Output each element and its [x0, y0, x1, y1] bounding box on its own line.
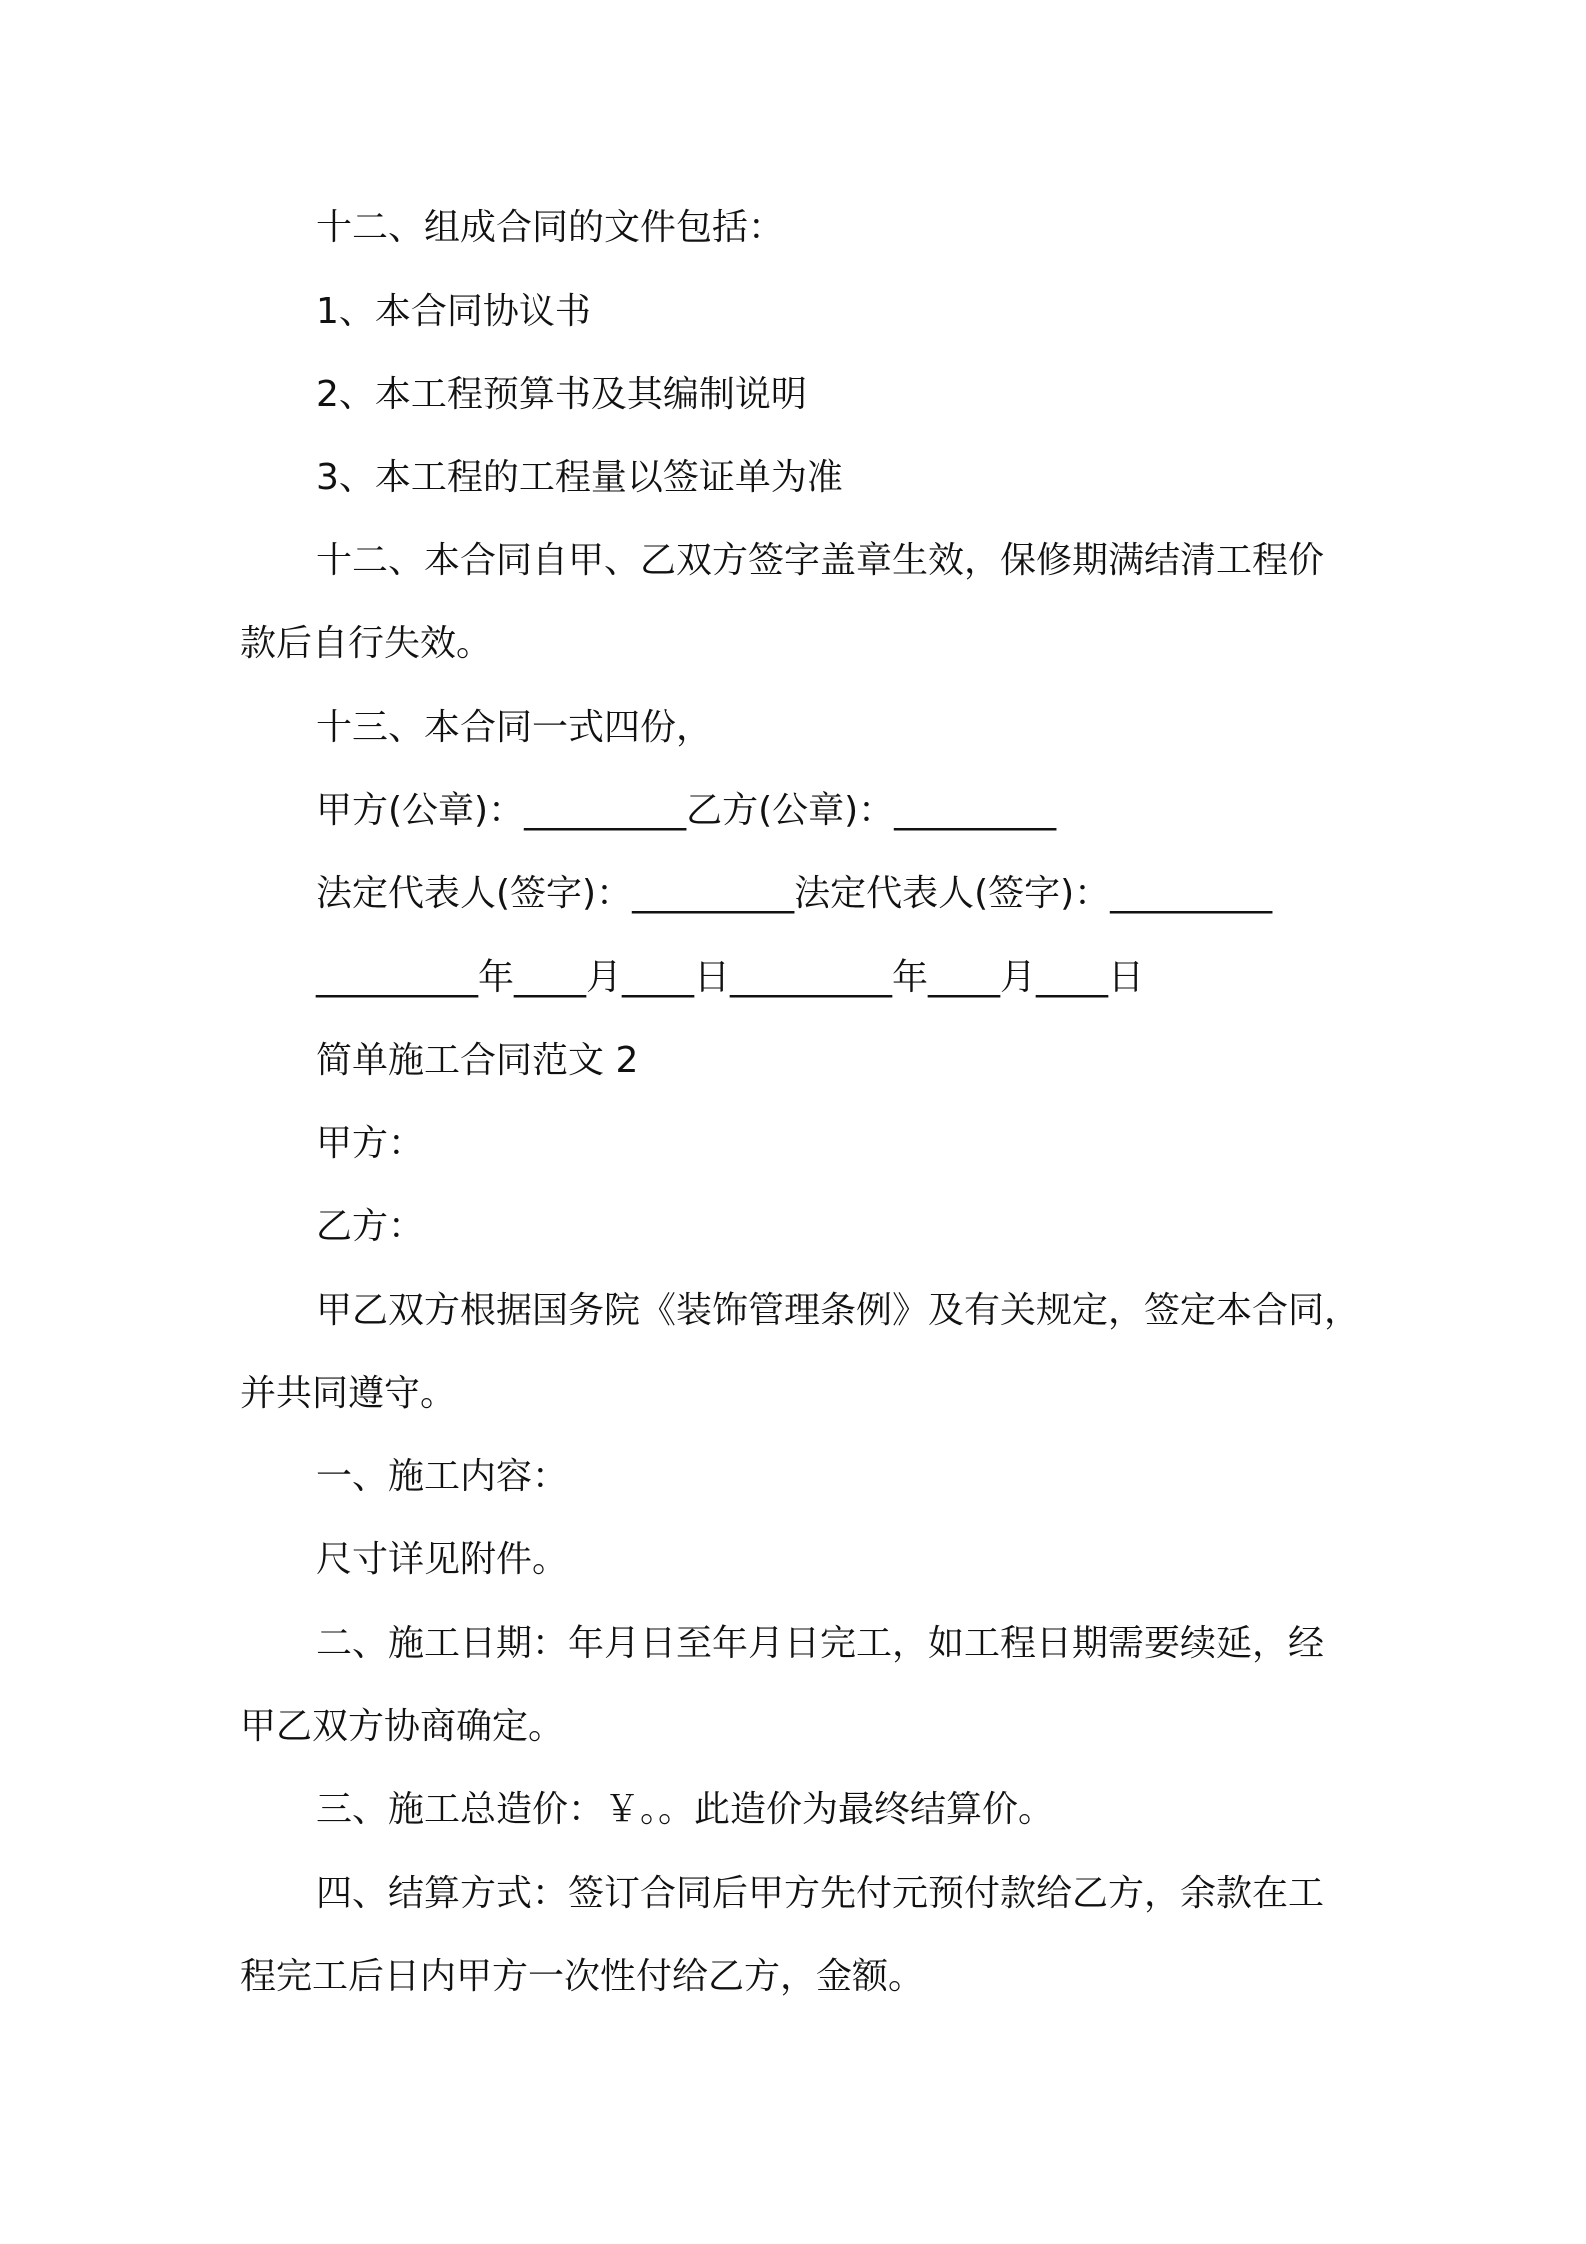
paragraph-line: 甲乙双方协商确定。: [240, 1706, 565, 1747]
paragraph-line: 三、施工总造价：￥。。此造价为最终结算价。: [316, 1789, 1055, 1830]
clause-heading: 一、施工内容：: [316, 1456, 569, 1497]
list-item: 1、本合同协议书: [316, 291, 591, 332]
signature-line-seal: 甲方(公章)：_________乙方(公章)：_________: [316, 790, 1057, 831]
signature-line-date: _________年____月____日_________年____月____日: [316, 957, 1144, 998]
list-item: 2、本工程预算书及其编制说明: [316, 374, 807, 415]
section-title: 简单施工合同范文 2: [316, 1040, 639, 1081]
party-b-label: 乙方：: [316, 1206, 425, 1247]
signature-line-representative: 法定代表人(签字)：_________法定代表人(签字)：_________: [316, 873, 1273, 914]
paragraph-line: 程完工后日内甲方一次性付给乙方，金额。: [240, 1956, 925, 1997]
paragraph-line: 并共同遵守。: [240, 1373, 457, 1414]
paragraph-line: 甲乙双方根据国务院《装饰管理条例》及有关规定，签定本合同，: [316, 1290, 1361, 1331]
paragraph-line: 四、结算方式：签订合同后甲方先付元预付款给乙方，余款在工: [316, 1873, 1325, 1914]
paragraph-line: 款后自行失效。: [240, 623, 493, 664]
paragraph-line: 尺寸详见附件。: [316, 1539, 569, 1580]
party-a-label: 甲方：: [316, 1123, 425, 1164]
clause-13: 十三、本合同一式四份，: [316, 707, 713, 748]
paragraph-line: 二、施工日期：年月日至年月日完工，如工程日期需要续延，经: [316, 1623, 1325, 1664]
paragraph-line: 十二、本合同自甲、乙双方签字盖章生效，保修期满结清工程价: [316, 540, 1325, 581]
clause-12-heading: 十二、组成合同的文件包括：: [316, 207, 785, 248]
list-item: 3、本工程的工程量以签证单为准: [316, 457, 843, 498]
